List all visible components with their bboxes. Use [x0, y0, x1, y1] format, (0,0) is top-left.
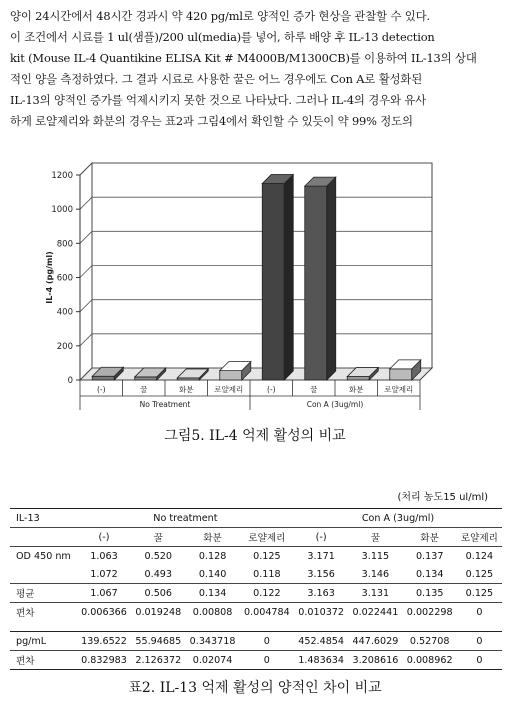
- table-cell: 0.125: [465, 568, 494, 580]
- table-cell: 0.125: [457, 584, 502, 603]
- row-label: OD 450 nm: [10, 547, 77, 566]
- table-cell: 0.006366: [77, 603, 131, 622]
- il4-bar-chart: [0, 160, 510, 420]
- paragraph-line: 하게 로얄제리와 화분의 경우는 표2과 그림4에서 확인할 수 있듯이 약 99% 정도의: [10, 114, 413, 128]
- bar: [220, 371, 242, 380]
- paragraph-line: 이 조건에서 시료를 1 ul(샘플)/200 ul(media)를 넣어, 하루 배양 후 IL-13 detection: [10, 30, 435, 44]
- table-cell: 0.134: [415, 568, 444, 580]
- table-cell: 0: [476, 635, 483, 647]
- table-cell: 3.171: [294, 547, 348, 566]
- body-paragraph: [10, 6, 502, 132]
- bar: [390, 369, 412, 380]
- table-row: [10, 651, 502, 670]
- plot-floor: [80, 368, 432, 380]
- table-cell: 0: [457, 603, 502, 622]
- subheader-cell: 로얄제리: [457, 528, 502, 547]
- row-label: pg/mL: [16, 635, 47, 647]
- table-cell: 0.010372: [294, 603, 348, 622]
- group-label: Con A (3ug/ml): [306, 400, 364, 409]
- y-tick-label: 1000: [51, 205, 73, 216]
- group-header-con-a: Con A (3ug/ml): [294, 509, 502, 528]
- table-cell: 0.019248: [131, 603, 185, 622]
- table-cell: 3.163: [294, 584, 348, 603]
- table-cell: 2.126372: [131, 651, 185, 670]
- category-label: 화분: [179, 385, 194, 394]
- table-cell: 0: [457, 651, 502, 670]
- table-cell: 139.6522: [81, 635, 127, 647]
- category-label: 로얄제리: [214, 385, 244, 394]
- category-label: (-): [266, 385, 276, 394]
- il13-table: [10, 508, 502, 670]
- paragraph-line: kit (Mouse IL-4 Quantikine ELISA Kit # M4000B/M1300CB)를 이용하여 IL-13의 상대: [10, 51, 477, 65]
- table-cell: 0.137: [403, 547, 457, 566]
- category-label: 화분: [349, 385, 364, 394]
- y-tick-label: 200: [56, 341, 73, 352]
- table-cell: 0.52708: [409, 635, 450, 647]
- bar: [262, 184, 284, 380]
- group-label: No Treatment: [139, 400, 191, 409]
- table-cell: 0.140: [198, 568, 227, 580]
- table-cell: 0.832983: [77, 651, 131, 670]
- table-spacer-row: [10, 621, 502, 632]
- bar-side: [284, 175, 293, 380]
- y-tick-label: 600: [56, 273, 73, 284]
- table-cell: 3.115: [348, 547, 402, 566]
- group-header-no-treatment: No treatment: [77, 509, 294, 528]
- table-cell: 0.00808: [185, 603, 239, 622]
- table-cell: 0.02074: [185, 651, 239, 670]
- bar: [92, 376, 114, 380]
- subheader-cell: (-): [77, 528, 131, 547]
- category-label: 로얄제리: [384, 385, 414, 394]
- table-cell: 0.004784: [240, 603, 294, 622]
- table-title: IL-13: [10, 509, 77, 528]
- table-cell: 0.128: [185, 547, 239, 566]
- table-cell: 1.063: [77, 547, 131, 566]
- table-row: [10, 632, 502, 651]
- table-cell: 0.122: [240, 584, 294, 603]
- row-label: [10, 565, 77, 584]
- y-tick-label: 400: [56, 307, 73, 318]
- paragraph-line: 양이 24시간에서 48시간 경과시 약 420 pg/ml로 양적인 증가 현상을 관찰할 수 있다.: [10, 9, 430, 23]
- table-spacer-cell: [10, 621, 502, 632]
- table-cell: 0.002298: [403, 603, 457, 622]
- subheader-cell: (-): [294, 528, 348, 547]
- row-label: 편차: [10, 603, 77, 622]
- y-tick-label: 1200: [51, 171, 73, 181]
- bar: [135, 377, 157, 380]
- table-cell: 0.520: [131, 547, 185, 566]
- table-cell: 0.493: [144, 568, 173, 580]
- subheader-cell: 로얄제리: [240, 528, 294, 547]
- table-cell: 0.125: [240, 547, 294, 566]
- y-axis-label: IL-4 (pg/ml): [45, 251, 54, 304]
- table-header-row: [10, 509, 502, 528]
- table-row: [10, 584, 502, 603]
- bar-side: [327, 177, 336, 380]
- table-cell: 0.506: [131, 584, 185, 603]
- table-cell: 0: [263, 635, 270, 647]
- figure-caption: 그림5. IL-4 억제 활성의 비교: [164, 428, 346, 444]
- table-cell: 3.146: [361, 568, 390, 580]
- table-cell: 55.94685: [135, 635, 182, 647]
- table-cell: 447.6029: [352, 635, 399, 647]
- subheader-cell: 꿀: [348, 528, 402, 547]
- table-cell: 0.134: [185, 584, 239, 603]
- table-cell: 3.208616: [348, 651, 402, 670]
- row-label: 편차: [10, 651, 77, 670]
- table-cell: 1.067: [77, 584, 131, 603]
- subheader-cell: 화분: [185, 528, 239, 547]
- table-header-cell: [10, 528, 77, 547]
- category-label: (-): [96, 385, 106, 394]
- row-label: 평균: [10, 584, 77, 603]
- table-cell: 1.483634: [294, 651, 348, 670]
- table-cell: 0.135: [403, 584, 457, 603]
- y-tick-label: 0: [67, 376, 73, 386]
- category-label: 꿀: [140, 385, 148, 394]
- table-cell: 0.022441: [348, 603, 402, 622]
- table-subheader-row: [10, 528, 502, 547]
- table-row: [10, 547, 502, 566]
- category-label: 꿀: [310, 385, 318, 394]
- table-row: [10, 565, 502, 584]
- table-cell: 3.131: [348, 584, 402, 603]
- paragraph-line: IL-13의 양적인 증가를 억제시키지 못한 것으로 나타났다. 그러나 IL-4의 경우와 유사: [10, 93, 426, 107]
- table-caption: 표2. IL-13 억제 활성의 양적인 차이 비교: [128, 680, 382, 696]
- table-cell: 1.072: [90, 568, 118, 580]
- table-cell: 0.008962: [403, 651, 457, 670]
- table-note: (처리 농도15 ul/ml): [397, 492, 488, 503]
- table-cell: 0: [240, 651, 294, 670]
- paragraph-line: 적인 양을 측정하였다. 그 결과 시료로 사용한 꿀은 어느 경우에도 Con A로 활성화된: [10, 72, 423, 86]
- table-cell: 0.124: [457, 547, 502, 566]
- y-tick-label: 800: [56, 239, 73, 250]
- table-cell: 0.118: [253, 568, 281, 580]
- table-cell: 3.156: [307, 568, 335, 580]
- table-row: [10, 603, 502, 622]
- table-cell: 452.4854: [298, 635, 345, 647]
- bar: [305, 186, 327, 380]
- subheader-cell: 화분: [403, 528, 457, 547]
- table-cell: 0.343718: [189, 635, 236, 647]
- subheader-cell: 꿀: [131, 528, 185, 547]
- bar: [347, 377, 369, 380]
